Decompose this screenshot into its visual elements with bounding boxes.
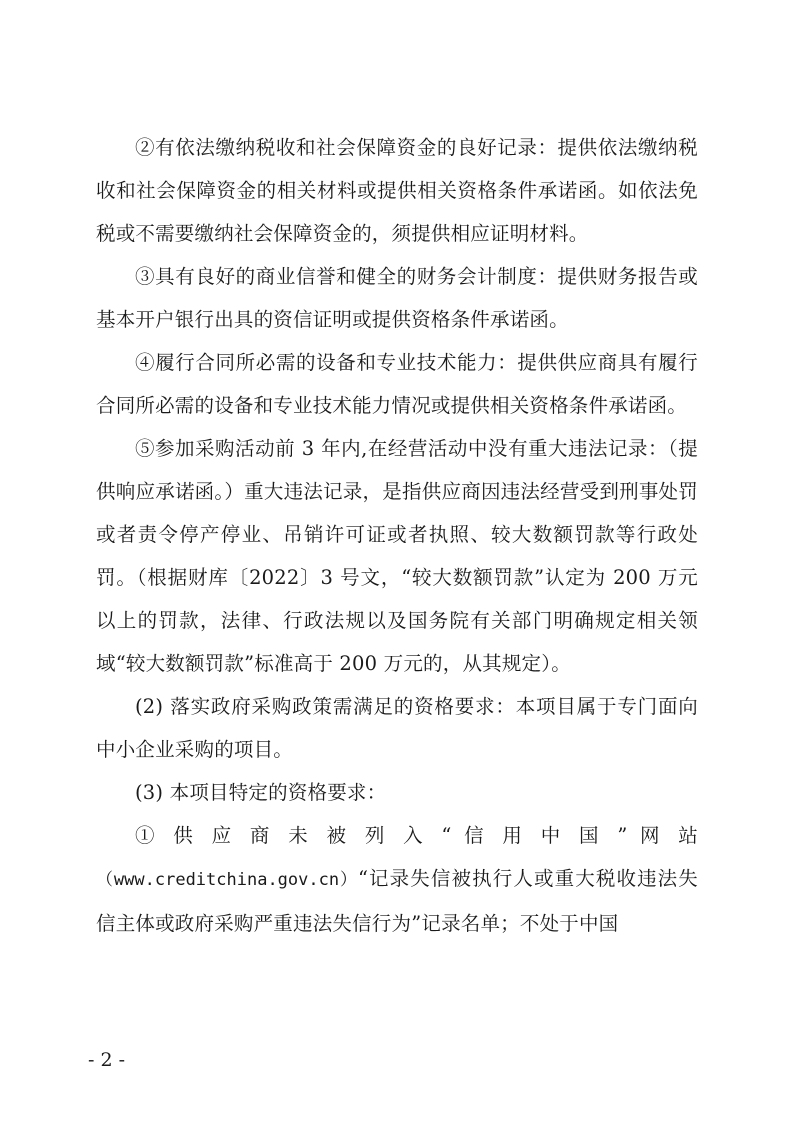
page-number: - 2 - <box>88 1049 126 1071</box>
document-body <box>96 126 698 945</box>
paragraph-item-3-credit-and-finance: ③具有良好的商业信誉和健全的财务会计制度：提供财务报告或基本开户银行出具的资信证明或提供资格条件承诺函。 <box>96 265 698 331</box>
paragraph-item-4-equipment-and-capability: ④履行合同所必需的设备和专业技术能力：提供供应商具有履行合同所必需的设备和专业技术能力情况或提供相关资格条件承诺函。 <box>96 351 698 417</box>
credit-china-tail: “记录失信被执行人或重大税收违法失信主体或政府采购严重违法失信行为”记录名单；不处于中国 <box>96 867 699 935</box>
paragraph-specific-requirements: (3) 本项目特定的资格要求： <box>135 781 387 804</box>
credit-china-url: （www.creditchina.gov.cn） <box>96 870 358 890</box>
paragraph-item-5-no-major-violation: ⑤参加采购活动前 3 年内,在经营活动中没有重大违法记录：（提供响应承诺函。）重大违法记录，是指供应商因违法经营受到刑事处罚或者责令停产停业、吊销许可证或者执照、较大数额罚款等行政处罚。（根据财库〔2022〕3 号文，“较大数额罚款”认定为 200 万元以上的罚款，法律、行政法规以及国务院有关部门明确规定相关领域“较大数额罚款”标准高于 200 万元的，从其规定）。 <box>96 437 698 675</box>
credit-china-lead: ① 供 应 商 未 被 列 入 “ 信 用 中 国 ” 网 站 <box>135 824 698 847</box>
paragraph-credit-china <box>96 814 698 945</box>
paragraph-policy-requirements: (2) 落实政府采购政策需满足的资格要求：本项目属于专门面向中小企业采购的项目。 <box>96 695 698 761</box>
paragraph-item-2-tax-social-security: ②有依法缴纳税收和社会保障资金的良好记录：提供依法缴纳税收和社会保障资金的相关材料或提供相关资格条件承诺函。如依法免税或不需要缴纳社会保障资金的，须提供相应证明材料。 <box>96 136 698 245</box>
